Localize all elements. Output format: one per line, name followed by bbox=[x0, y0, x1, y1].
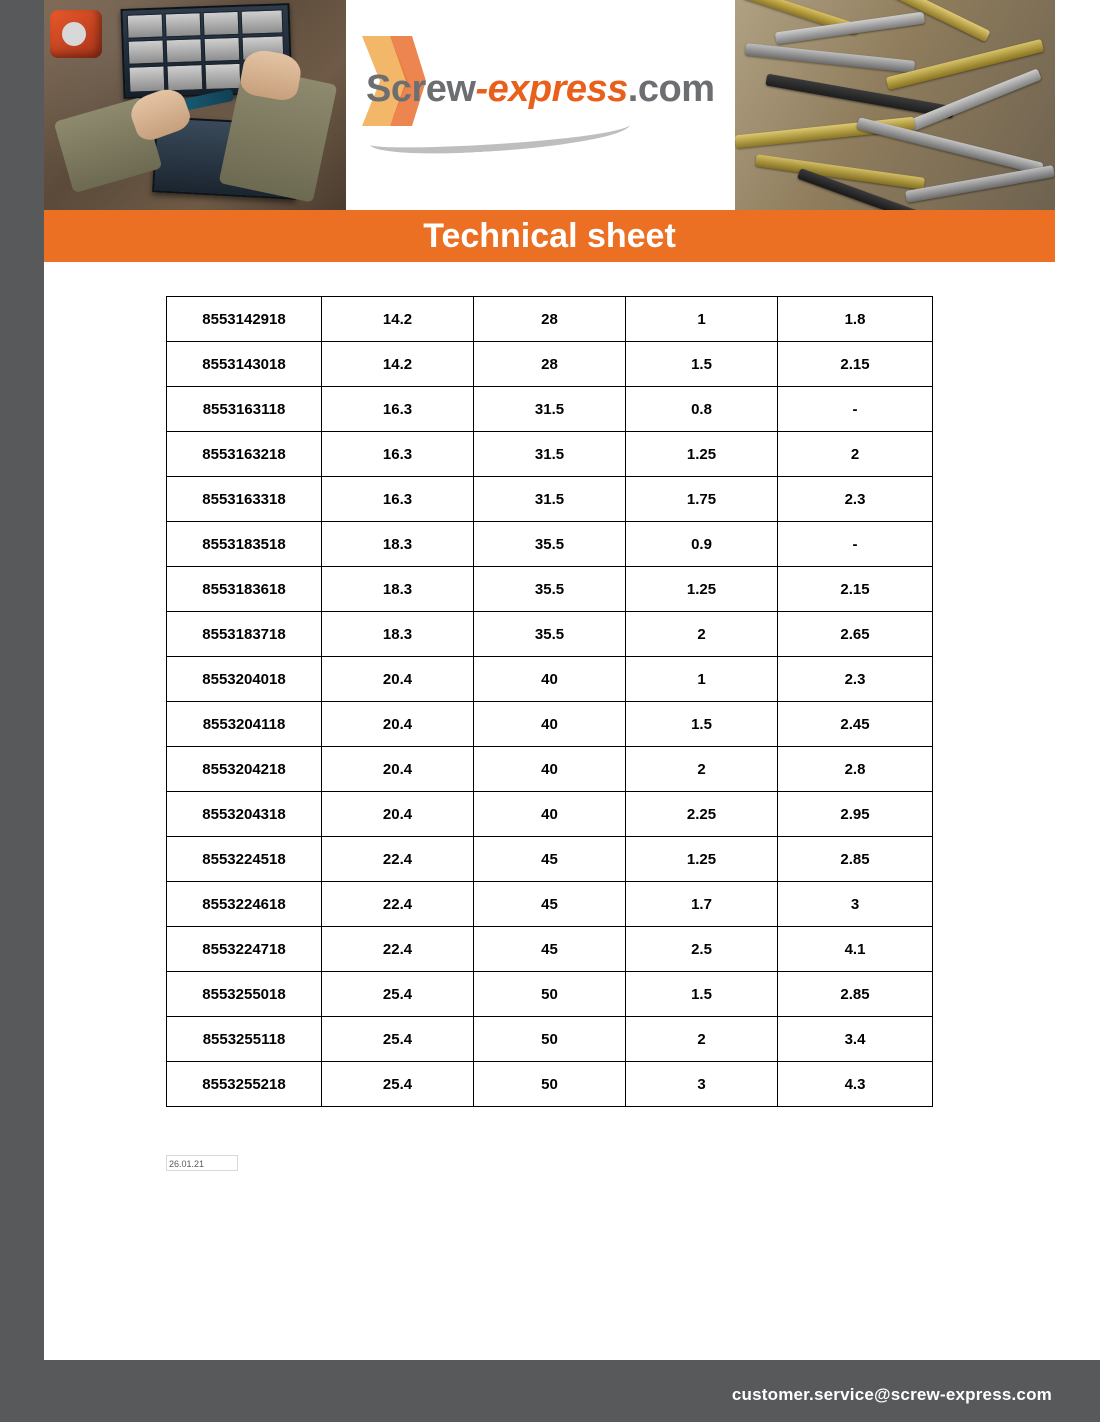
cell-article-number: 8553255218 bbox=[167, 1062, 322, 1107]
technical-sheet-title-band bbox=[44, 210, 1055, 262]
table-row bbox=[167, 522, 933, 567]
cell-d1: 18.3 bbox=[322, 612, 474, 657]
cell-t-max: 2.45 bbox=[778, 702, 933, 747]
table-row bbox=[167, 342, 933, 387]
cell-t-max: 4.3 bbox=[778, 1062, 933, 1107]
cell-t-max: 2.8 bbox=[778, 747, 933, 792]
cell-t-min: 1.25 bbox=[626, 432, 778, 477]
cell-d1: 16.3 bbox=[322, 477, 474, 522]
table-row bbox=[167, 567, 933, 612]
cell-t-min: 2 bbox=[626, 1017, 778, 1062]
logo-part-express: -express bbox=[475, 68, 628, 110]
cell-length: 40 bbox=[474, 792, 626, 837]
logo-part-screw: Screw bbox=[366, 68, 476, 110]
cell-t-min: 2 bbox=[626, 747, 778, 792]
table-body bbox=[167, 297, 933, 1107]
cell-length: 50 bbox=[474, 972, 626, 1017]
cell-t-max: 3 bbox=[778, 882, 933, 927]
cell-t-max: 2.3 bbox=[778, 657, 933, 702]
specification-table bbox=[166, 296, 933, 1107]
cell-t-max: 2.85 bbox=[778, 972, 933, 1017]
table-row bbox=[167, 477, 933, 522]
cell-d1: 14.2 bbox=[322, 297, 474, 342]
cell-article-number: 8553183518 bbox=[167, 522, 322, 567]
cell-d1: 22.4 bbox=[322, 882, 474, 927]
cell-length: 35.5 bbox=[474, 522, 626, 567]
cell-length: 28 bbox=[474, 297, 626, 342]
cell-length: 40 bbox=[474, 702, 626, 747]
cell-t-max: 1.8 bbox=[778, 297, 933, 342]
cell-t-max: 2.85 bbox=[778, 837, 933, 882]
cell-d1: 25.4 bbox=[322, 1062, 474, 1107]
cell-t-max: 4.1 bbox=[778, 927, 933, 972]
revision-date: 26.01.21 bbox=[166, 1155, 238, 1171]
table-row bbox=[167, 432, 933, 477]
table-row bbox=[167, 837, 933, 882]
cell-t-min: 1.25 bbox=[626, 837, 778, 882]
cell-d1: 20.4 bbox=[322, 702, 474, 747]
cell-article-number: 8553163218 bbox=[167, 432, 322, 477]
cell-article-number: 8553183718 bbox=[167, 612, 322, 657]
cell-article-number: 8553224518 bbox=[167, 837, 322, 882]
cell-article-number: 8553204018 bbox=[167, 657, 322, 702]
cell-length: 28 bbox=[474, 342, 626, 387]
cell-d1: 18.3 bbox=[322, 522, 474, 567]
table-row bbox=[167, 972, 933, 1017]
cell-length: 50 bbox=[474, 1017, 626, 1062]
cell-article-number: 8553204318 bbox=[167, 792, 322, 837]
cell-d1: 16.3 bbox=[322, 387, 474, 432]
cell-d1: 20.4 bbox=[322, 792, 474, 837]
cell-t-min: 1.5 bbox=[626, 702, 778, 747]
cell-length: 35.5 bbox=[474, 567, 626, 612]
cell-length: 45 bbox=[474, 882, 626, 927]
logo-part-domain: .com bbox=[627, 68, 715, 110]
cell-length: 45 bbox=[474, 837, 626, 882]
cell-t-max: 2.95 bbox=[778, 792, 933, 837]
cell-length: 40 bbox=[474, 747, 626, 792]
cell-t-max: 3.4 bbox=[778, 1017, 933, 1062]
cell-t-min: 2.5 bbox=[626, 927, 778, 972]
cell-t-min: 1.5 bbox=[626, 972, 778, 1017]
cell-t-min: 3 bbox=[626, 1062, 778, 1107]
table-row bbox=[167, 297, 933, 342]
cell-t-max: - bbox=[778, 387, 933, 432]
table-row bbox=[167, 612, 933, 657]
table-row bbox=[167, 1062, 933, 1107]
logo-text bbox=[366, 68, 726, 111]
cell-article-number: 8553255018 bbox=[167, 972, 322, 1017]
cell-d1: 18.3 bbox=[322, 567, 474, 612]
cell-article-number: 8553224618 bbox=[167, 882, 322, 927]
cell-length: 31.5 bbox=[474, 387, 626, 432]
cell-d1: 22.4 bbox=[322, 837, 474, 882]
cell-length: 45 bbox=[474, 927, 626, 972]
cell-d1: 20.4 bbox=[322, 747, 474, 792]
cell-article-number: 8553183618 bbox=[167, 567, 322, 612]
cell-d1: 20.4 bbox=[322, 657, 474, 702]
cell-t-max: 2 bbox=[778, 432, 933, 477]
cell-d1: 16.3 bbox=[322, 432, 474, 477]
cell-length: 31.5 bbox=[474, 477, 626, 522]
cell-d1: 14.2 bbox=[322, 342, 474, 387]
table-row bbox=[167, 1017, 933, 1062]
cell-t-min: 1.5 bbox=[626, 342, 778, 387]
cell-t-min: 0.9 bbox=[626, 522, 778, 567]
screws-pile-photo bbox=[735, 0, 1055, 210]
cell-t-min: 1 bbox=[626, 297, 778, 342]
cell-t-max: - bbox=[778, 522, 933, 567]
cell-article-number: 8553143018 bbox=[167, 342, 322, 387]
cell-t-max: 2.65 bbox=[778, 612, 933, 657]
specification-table-wrapper bbox=[166, 296, 932, 1107]
footer-email[interactable]: customer.service@screw-express.com bbox=[731, 1385, 1052, 1404]
cell-length: 50 bbox=[474, 1062, 626, 1107]
cell-article-number: 8553204218 bbox=[167, 747, 322, 792]
cell-t-min: 1.25 bbox=[626, 567, 778, 612]
cell-t-min: 1.75 bbox=[626, 477, 778, 522]
cell-article-number: 8553163318 bbox=[167, 477, 322, 522]
cell-t-min: 1.7 bbox=[626, 882, 778, 927]
cell-d1: 25.4 bbox=[322, 1017, 474, 1062]
cell-length: 40 bbox=[474, 657, 626, 702]
cell-t-max: 2.3 bbox=[778, 477, 933, 522]
table-row bbox=[167, 882, 933, 927]
workbench-photo bbox=[44, 0, 346, 210]
table-row bbox=[167, 927, 933, 972]
brand-logo bbox=[346, 0, 735, 210]
left-sidebar-band bbox=[0, 0, 44, 1422]
cell-t-min: 1 bbox=[626, 657, 778, 702]
tape-measure-icon bbox=[50, 10, 102, 58]
cell-d1: 22.4 bbox=[322, 927, 474, 972]
table-row bbox=[167, 747, 933, 792]
cell-t-min: 2 bbox=[626, 612, 778, 657]
cell-t-max: 2.15 bbox=[778, 342, 933, 387]
table-row bbox=[167, 792, 933, 837]
cell-d1: 25.4 bbox=[322, 972, 474, 1017]
cell-article-number: 8553255118 bbox=[167, 1017, 322, 1062]
cell-t-min: 0.8 bbox=[626, 387, 778, 432]
cell-length: 35.5 bbox=[474, 612, 626, 657]
page-header bbox=[44, 0, 1055, 210]
cell-article-number: 8553224718 bbox=[167, 927, 322, 972]
table-row bbox=[167, 387, 933, 432]
cell-article-number: 8553142918 bbox=[167, 297, 322, 342]
cell-t-min: 2.25 bbox=[626, 792, 778, 837]
cell-length: 31.5 bbox=[474, 432, 626, 477]
cell-article-number: 8553163118 bbox=[167, 387, 322, 432]
table-row bbox=[167, 702, 933, 747]
cell-article-number: 8553204118 bbox=[167, 702, 322, 747]
cell-t-max: 2.15 bbox=[778, 567, 933, 612]
page-title: Technical sheet bbox=[423, 217, 676, 255]
table-row bbox=[167, 657, 933, 702]
